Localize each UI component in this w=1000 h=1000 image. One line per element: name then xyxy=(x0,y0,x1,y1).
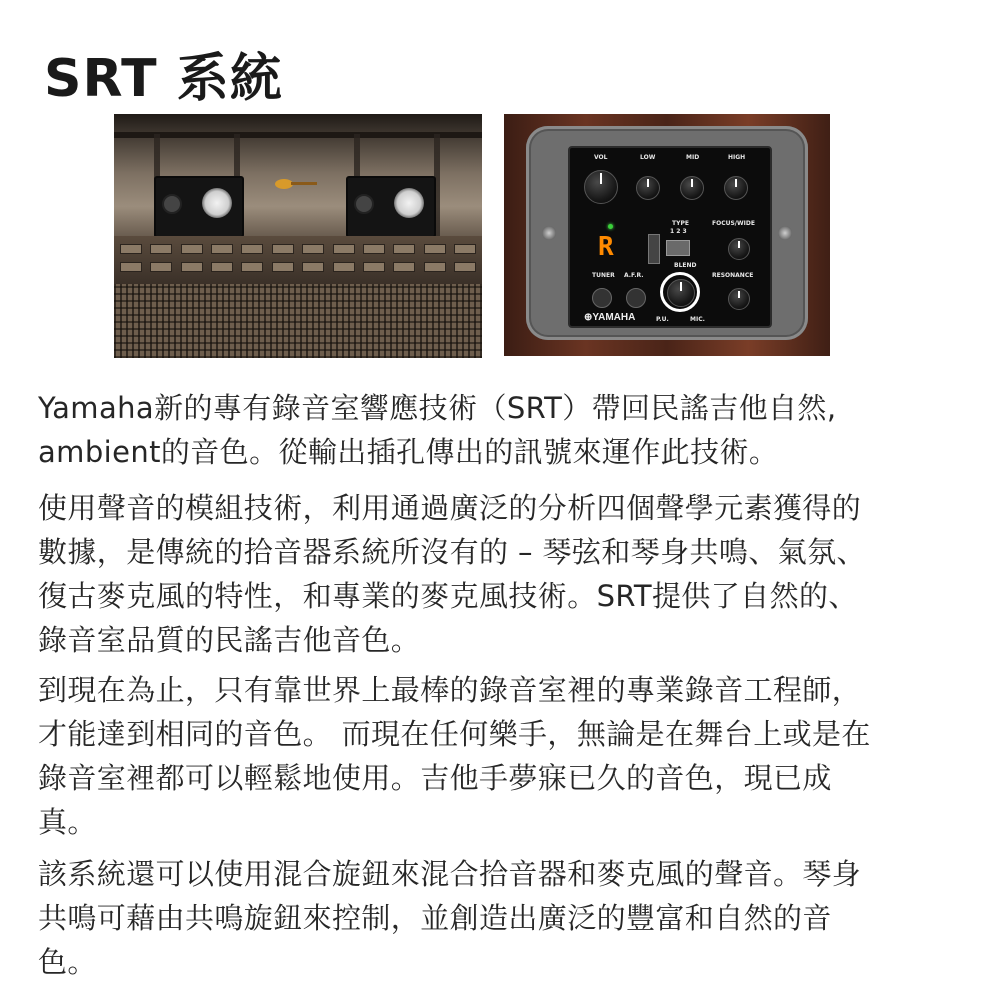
resonance-knob xyxy=(728,288,750,310)
text-line: ambient的音色。從輸出插孔傳出的訊號來運作此技術。 xyxy=(38,435,779,469)
tuner-led xyxy=(608,224,613,229)
paragraph-studio-sound xyxy=(38,668,958,844)
mic-label: MIC. xyxy=(690,316,705,323)
blend-label: BLEND xyxy=(674,262,697,269)
text-line: 錄音室品質的民謠吉他音色。 xyxy=(38,623,421,657)
type-switch xyxy=(666,240,690,256)
paragraph-modeling xyxy=(38,486,958,662)
afr-button xyxy=(626,288,646,308)
tuner-label: TUNER xyxy=(592,272,615,279)
text-line: 復古麥克風的特性，和專業的麥克風技術。SRT提供了自然的、 xyxy=(38,579,858,613)
yamaha-logo: ⊕YAMAHA xyxy=(584,312,636,323)
text-line: 到現在為止，只有靠世界上最棒的錄音室裡的專業錄音工程師， xyxy=(38,673,862,707)
text-line: 才能達到相同的音色。 而現在任何樂手，無論是在舞台上或是在 xyxy=(38,717,871,751)
screw-icon xyxy=(778,226,792,240)
monitor-speaker-right xyxy=(346,176,436,238)
text-line: 色。 xyxy=(38,945,97,979)
page-title: SRT 系統 xyxy=(44,49,283,109)
text-line: 共鳴可藉由共鳴旋鈕來控制，並創造出廣泛的豐富和自然的音 xyxy=(38,901,832,935)
control-panel xyxy=(568,146,772,328)
text-line: 數據，是傳統的拾音器系統所沒有的 – 琴弦和琴身共鳴、氣氛、 xyxy=(38,535,866,569)
low-label: LOW xyxy=(640,154,656,161)
screw-icon xyxy=(542,226,556,240)
text-line: 錄音室裡都可以輕鬆地使用。吉他手夢寐已久的音色，現已成 xyxy=(38,761,832,795)
afr-label: A.F.R. xyxy=(624,272,644,279)
vol-knob xyxy=(584,170,618,204)
mid-label: MID xyxy=(686,154,700,161)
pu-label: P.U. xyxy=(656,316,669,323)
paragraph-blend xyxy=(38,852,958,984)
low-knob xyxy=(636,176,660,200)
paragraph-intro xyxy=(38,386,958,474)
high-label: HIGH xyxy=(728,154,746,161)
tuner-button xyxy=(592,288,612,308)
srt-tab xyxy=(648,234,660,264)
guitar-icon xyxy=(274,176,320,190)
mixing-console xyxy=(114,236,482,358)
tuner-display: R xyxy=(598,232,614,262)
studio-photo xyxy=(114,114,482,358)
blend-knob xyxy=(667,279,695,307)
text-line: 使用聲音的模組技術，利用通過廣泛的分析四個聲學元素獲得的 xyxy=(38,491,862,525)
panel-bezel xyxy=(526,126,808,340)
type-positions-label: 1 2 3 xyxy=(670,228,687,235)
focus-wide-label: FOCUS/WIDE xyxy=(712,220,755,227)
type-label: TYPE xyxy=(672,220,689,227)
monitor-speaker-left xyxy=(154,176,244,238)
preamp-panel-photo xyxy=(504,114,830,356)
mid-knob xyxy=(680,176,704,200)
focus-wide-knob xyxy=(728,238,750,260)
text-line: Yamaha新的專有錄音室響應技術（SRT）帶回民謠吉他自然, xyxy=(38,391,837,425)
resonance-label: RESONANCE xyxy=(712,272,754,279)
text-line: 真。 xyxy=(38,805,97,839)
text-line: 該系統還可以使用混合旋鈕來混合拾音器和麥克風的聲音。琴身 xyxy=(38,857,862,891)
high-knob xyxy=(724,176,748,200)
vol-label: VOL xyxy=(594,154,608,161)
